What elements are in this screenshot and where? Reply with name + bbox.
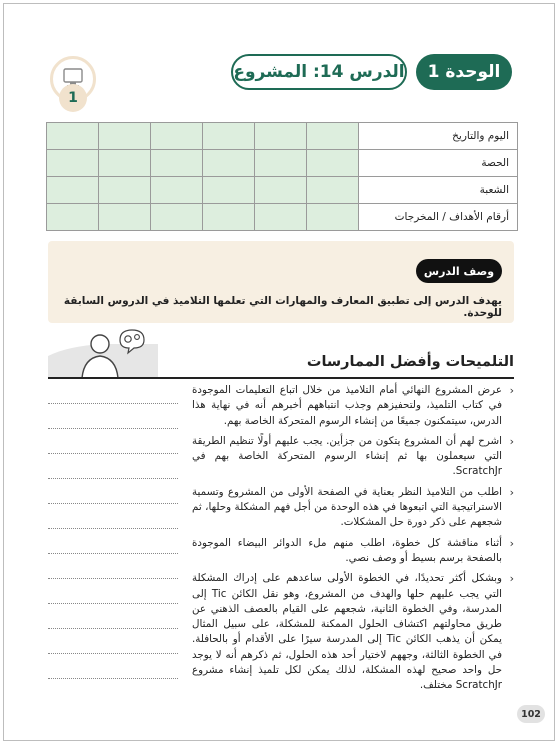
table-cell xyxy=(255,177,307,204)
table-cell xyxy=(47,204,99,231)
lesson-number-badge xyxy=(50,56,96,116)
table-cell xyxy=(47,177,99,204)
table-cell xyxy=(203,177,255,204)
lesson-info-table xyxy=(46,122,518,231)
table-cell xyxy=(151,177,203,204)
table-row xyxy=(47,204,518,231)
description-label: وصف الدرس xyxy=(416,259,502,283)
list-item xyxy=(192,571,514,693)
row-label-section: الشعبة xyxy=(359,177,518,204)
page-number: 102 xyxy=(517,705,545,723)
note-line xyxy=(48,604,178,629)
lesson-description-box xyxy=(48,241,514,323)
person-gears-icon xyxy=(48,326,158,378)
list-item xyxy=(192,536,514,567)
note-line xyxy=(48,629,178,654)
table-cell xyxy=(99,123,151,150)
table-cell xyxy=(151,123,203,150)
note-line xyxy=(48,579,178,604)
tip-text: وبشكل أكثر تحديدًا، في الخطوة الأولى ساعدهم على إدراك المشكلة التي يجب عليهم حلها والهدف من المشروع، وهو نقل الكائن Tic إلى المدرسة، وفي الخطوة الثانية، شجعهم على القيام بالعصف الذهني عن طريق محاولتهم اكتشاف الحلول الممكنة للمشكلة، على سبيل المثال يمكن أن يذهب الكائن Tic إلى المدرسة سيرًا على الأقدام أو بالحافلة. في الخطوة الثالثة، وجههم لاختيار أحد هذه الحلول، ثم ذكرهم أنه لا يوجد حل واحد صحيح لهذه المشكلة، لذلك يمكن لكل تلميذ إنشاء مشروع ScratchJr مختلف. xyxy=(192,572,502,692)
tip-text: اشرح لهم أن المشروع يتكون من جزأين. يجب عليهم أولًا تنظيم الطريقة التي سيعملون بها ثم إنشاء الرسوم المتحركة الخاصة بهم في ScratchJr. xyxy=(192,434,502,478)
row-label-objectives: أرقام الأهداف / المخرجات xyxy=(359,204,518,231)
tip-text: اطلب من التلاميذ النظر بعناية في الصفحة الأولى من المشروع وتسمية الاستراتيجية التي اتبعوها في هذه الوحدة من أجل فهم المشكلة وحلها، ثم شجعهم على ذكر دورة حل المشكلات. xyxy=(192,485,502,529)
note-line xyxy=(48,429,178,454)
note-line xyxy=(48,529,178,554)
notes-lines xyxy=(48,379,178,695)
table-cell xyxy=(203,150,255,177)
table-cell xyxy=(99,177,151,204)
list-item xyxy=(192,434,514,480)
table-cell xyxy=(255,204,307,231)
tips-list xyxy=(192,383,514,699)
table-cell xyxy=(307,204,359,231)
note-line xyxy=(48,404,178,429)
note-line xyxy=(48,454,178,479)
table-cell xyxy=(99,204,151,231)
note-line xyxy=(48,504,178,529)
lesson-number: 1 xyxy=(59,84,87,112)
chevron-left-icon: ‹ xyxy=(509,485,514,499)
note-line xyxy=(48,554,178,579)
chevron-left-icon: ‹ xyxy=(509,384,514,397)
table-cell xyxy=(99,150,151,177)
table-cell xyxy=(255,123,307,150)
note-line xyxy=(48,654,178,679)
note-line xyxy=(48,379,178,404)
row-label-period: الحصة xyxy=(359,150,518,177)
teacher-figure xyxy=(48,326,158,378)
table-cell xyxy=(151,204,203,231)
list-item xyxy=(192,485,514,531)
table-cell xyxy=(151,150,203,177)
lesson-title: الدرس 14: المشروع xyxy=(231,54,407,90)
table-cell xyxy=(203,123,255,150)
table-row xyxy=(47,177,518,204)
tip-text: عرض المشروع النهائي أمام التلاميذ من خلال اتباع التعليمات الموجودة في كتاب التلميذ، ولتحفيزهم وجذب انتباههم أخبرهم أنه في نهاية هذا الدرس، سيتمكنون جميعًا من إنشاء الرسوم المتحركة الخاصة بهم. xyxy=(192,384,502,427)
chevron-left-icon: ‹ xyxy=(509,572,514,586)
chevron-left-icon: ‹ xyxy=(509,536,514,550)
description-text: يهدف الدرس إلى تطبيق المعارف والمهارات التي تعلمها التلاميذ في الدروس السابقة للوحدة. xyxy=(63,295,502,319)
table-cell xyxy=(47,150,99,177)
table-cell xyxy=(307,177,359,204)
table-cell xyxy=(203,204,255,231)
table-row xyxy=(47,123,518,150)
table-cell xyxy=(255,150,307,177)
note-line xyxy=(48,479,178,504)
table-row xyxy=(47,150,518,177)
tip-text: أثناء مناقشة كل خطوة، اطلب منهم ملء الدوائر البيضاء الموجودة بالصفحة برسم بسيط أو وصف نصي. xyxy=(192,536,502,564)
chevron-left-icon: ‹ xyxy=(509,434,514,448)
table-cell xyxy=(307,123,359,150)
table-cell xyxy=(47,123,99,150)
tips-section-title: التلميحات وأفضل الممارسات xyxy=(306,354,514,370)
list-item xyxy=(192,383,514,429)
row-label-date: اليوم والتاريخ xyxy=(359,123,518,150)
unit-label: الوحدة 1 xyxy=(416,54,512,90)
table-cell xyxy=(307,150,359,177)
